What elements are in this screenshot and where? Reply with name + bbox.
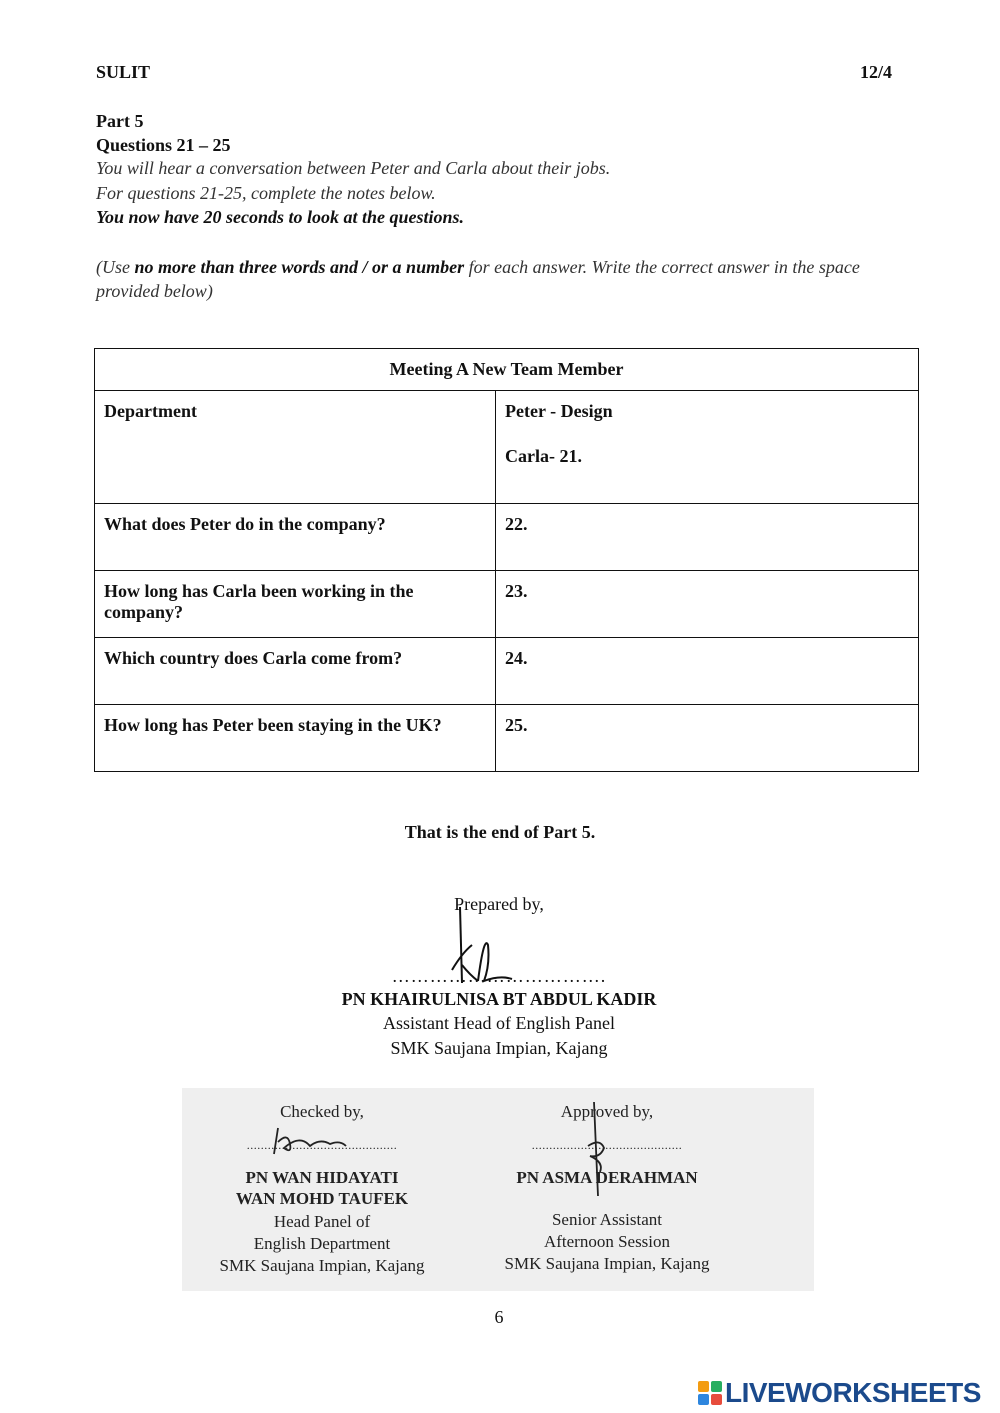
question-22: What does Peter do in the company?	[95, 504, 496, 571]
approved-signature-line: ...........................................	[531, 1138, 683, 1152]
prepared-school: SMK Saujana Impian, Kajang	[390, 1038, 608, 1058]
instruction-time: You now have 20 seconds to look at the questions.	[96, 207, 465, 227]
prepared-name: PN KHAIRULNISA BT ABDUL KADIR	[341, 989, 657, 1009]
brand-name: LIVEWORKSHEETS	[725, 1377, 981, 1408]
answer-21[interactable]: Carla- 21.	[505, 446, 582, 466]
end-of-part-text: That is the end of Part 5.	[404, 822, 596, 842]
instruction-complete: For questions 21-25, complete the notes below.	[96, 183, 436, 203]
notes-table	[94, 348, 919, 772]
department-label: Department	[95, 391, 496, 504]
checked-name-line1: PN WAN HIDAYATI	[245, 1168, 399, 1187]
table-title: Meeting A New Team Member	[95, 349, 919, 391]
answer-24[interactable]: 24.	[496, 638, 919, 705]
scanned-approval-block	[182, 1088, 814, 1291]
dept-peter: Peter - Design	[505, 401, 613, 421]
checked-name-line2: WAN MOHD TAUFEK	[235, 1189, 409, 1208]
instruction-intro: You will hear a conversation between Peter and Carla about their jobs.	[96, 158, 611, 178]
approved-name: PN ASMA DERAHMAN	[516, 1168, 698, 1187]
prepared-role: Assistant Head of English Panel	[383, 1013, 615, 1033]
approved-school: SMK Saujana Impian, Kajang	[504, 1254, 710, 1273]
part-title: Part 5	[96, 111, 144, 131]
prepared-signature	[440, 905, 520, 990]
prepared-signature-line: …………………………….	[391, 966, 607, 986]
checked-role-line2: English Department	[253, 1234, 391, 1253]
prepared-label: Prepared by,	[454, 894, 544, 914]
checked-role-line1: Head Panel of	[273, 1212, 371, 1231]
answer-25[interactable]: 25.	[496, 705, 919, 772]
question-24: Which country does Carla come from?	[95, 638, 496, 705]
question-25: How long has Peter been staying in the UK?	[95, 705, 496, 772]
page-number: 6	[494, 1307, 504, 1327]
answer-22[interactable]: 22.	[496, 504, 919, 571]
checked-school: SMK Saujana Impian, Kajang	[219, 1256, 425, 1275]
header-code: 12/4	[860, 62, 893, 82]
approved-role-line2: Afternoon Session	[543, 1232, 671, 1251]
header-sulit: SULIT	[96, 62, 151, 82]
liveworksheets-brand[interactable]	[698, 1378, 981, 1408]
checked-label: Checked by,	[280, 1102, 364, 1121]
question-range: Questions 21 – 25	[96, 135, 231, 155]
question-23: How long has Carla been working in the company?	[95, 571, 496, 638]
answer-rules: (Use no more than three words and / or a number for each answer. Write the correct answer in the space provided below)	[96, 257, 860, 301]
answer-23[interactable]: 23.	[496, 571, 919, 638]
liveworksheets-logo-icon	[698, 1381, 722, 1405]
approved-label: Approved by,	[560, 1102, 654, 1121]
approved-role-line1: Senior Assistant	[551, 1210, 663, 1229]
checked-signature-line: ...........................................	[246, 1138, 398, 1152]
department-answers	[496, 391, 919, 504]
checked-signature	[270, 1124, 350, 1160]
